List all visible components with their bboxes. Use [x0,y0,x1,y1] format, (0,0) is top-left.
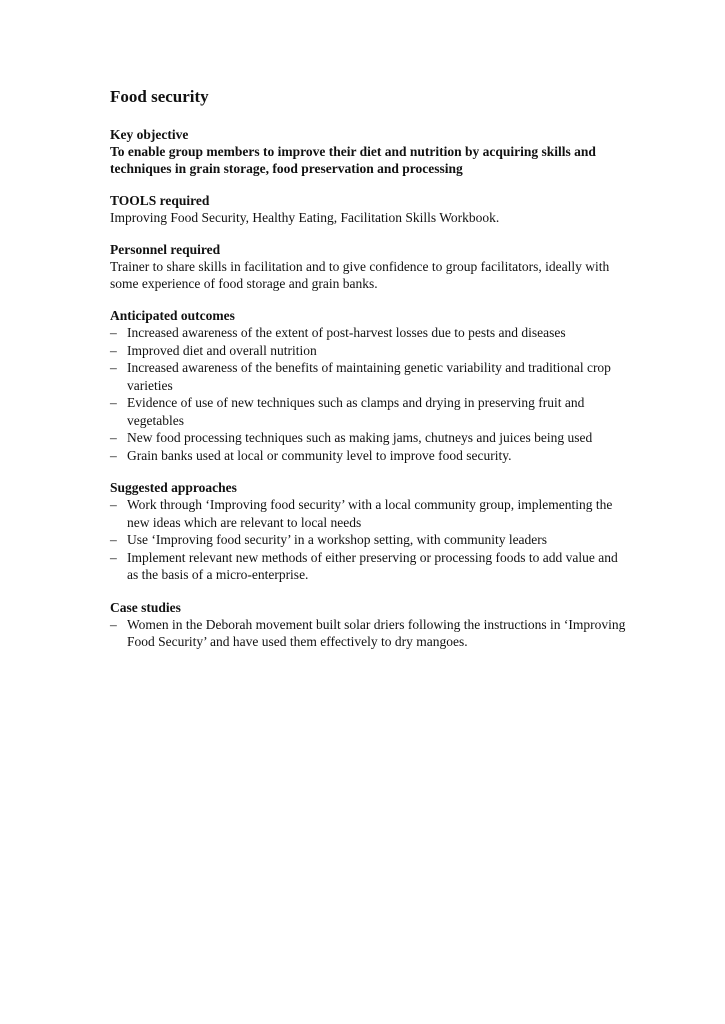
list-item: – Increased awareness of the extent of post-harvest losses due to pests and diseases [110,324,630,342]
approaches-list [110,496,630,584]
list-item: – Grain banks used at local or community level to improve food security. [110,447,630,465]
list-item: – Work through ‘Improving food security’ with a local community group, implementing the new ideas which are relevant to local needs [110,496,630,531]
list-item: – Implement relevant new methods of either preserving or processing foods to add value and as the basis of a micro-enterprise. [110,549,630,584]
tools-text: Improving Food Security, Healthy Eating, Facilitation Skills Workbook. [110,210,500,225]
list-item: – New food processing techniques such as making jams, chutneys and juices being used [110,429,630,447]
personnel-heading: Personnel required [110,242,221,257]
outcomes-heading: Anticipated outcomes [110,308,235,323]
key-objective-text: To enable group members to improve their diet and nutrition by acquiring skills and techniques in grain storage, food preservation and processing [110,144,596,176]
personnel-section [110,241,630,292]
approaches-heading: Suggested approaches [110,480,237,495]
personnel-text: Trainer to share skills in facilitation and to give confidence to group facilitators, ideally with some experience of food storage and grain banks. [110,259,610,291]
list-item: – Use ‘Improving food security’ in a workshop setting, with community leaders [110,531,630,549]
list-item: – Evidence of use of new techniques such as clamps and drying in preserving fruit and vegetables [110,394,630,429]
key-objective-heading: Key objective [110,127,189,142]
tools-section [110,192,630,226]
page-title: Food security [110,87,209,106]
key-objective-section [110,126,630,177]
approaches-section [110,479,630,584]
list-item: – Improved diet and overall nutrition [110,342,630,360]
list-item: – Increased awareness of the benefits of maintaining genetic variability and traditional crop varieties [110,359,630,394]
outcomes-section [110,307,630,464]
document-content [110,86,630,666]
outcomes-list [110,324,630,464]
case-studies-list [110,616,630,651]
case-studies-section [110,599,630,651]
list-item: – Women in the Deborah movement built solar driers following the instructions in ‘Improving Food Security’ and have used them effectively to dry mangoes. [110,616,630,651]
tools-heading: TOOLS required [110,193,210,208]
case-studies-heading: Case studies [110,599,181,615]
